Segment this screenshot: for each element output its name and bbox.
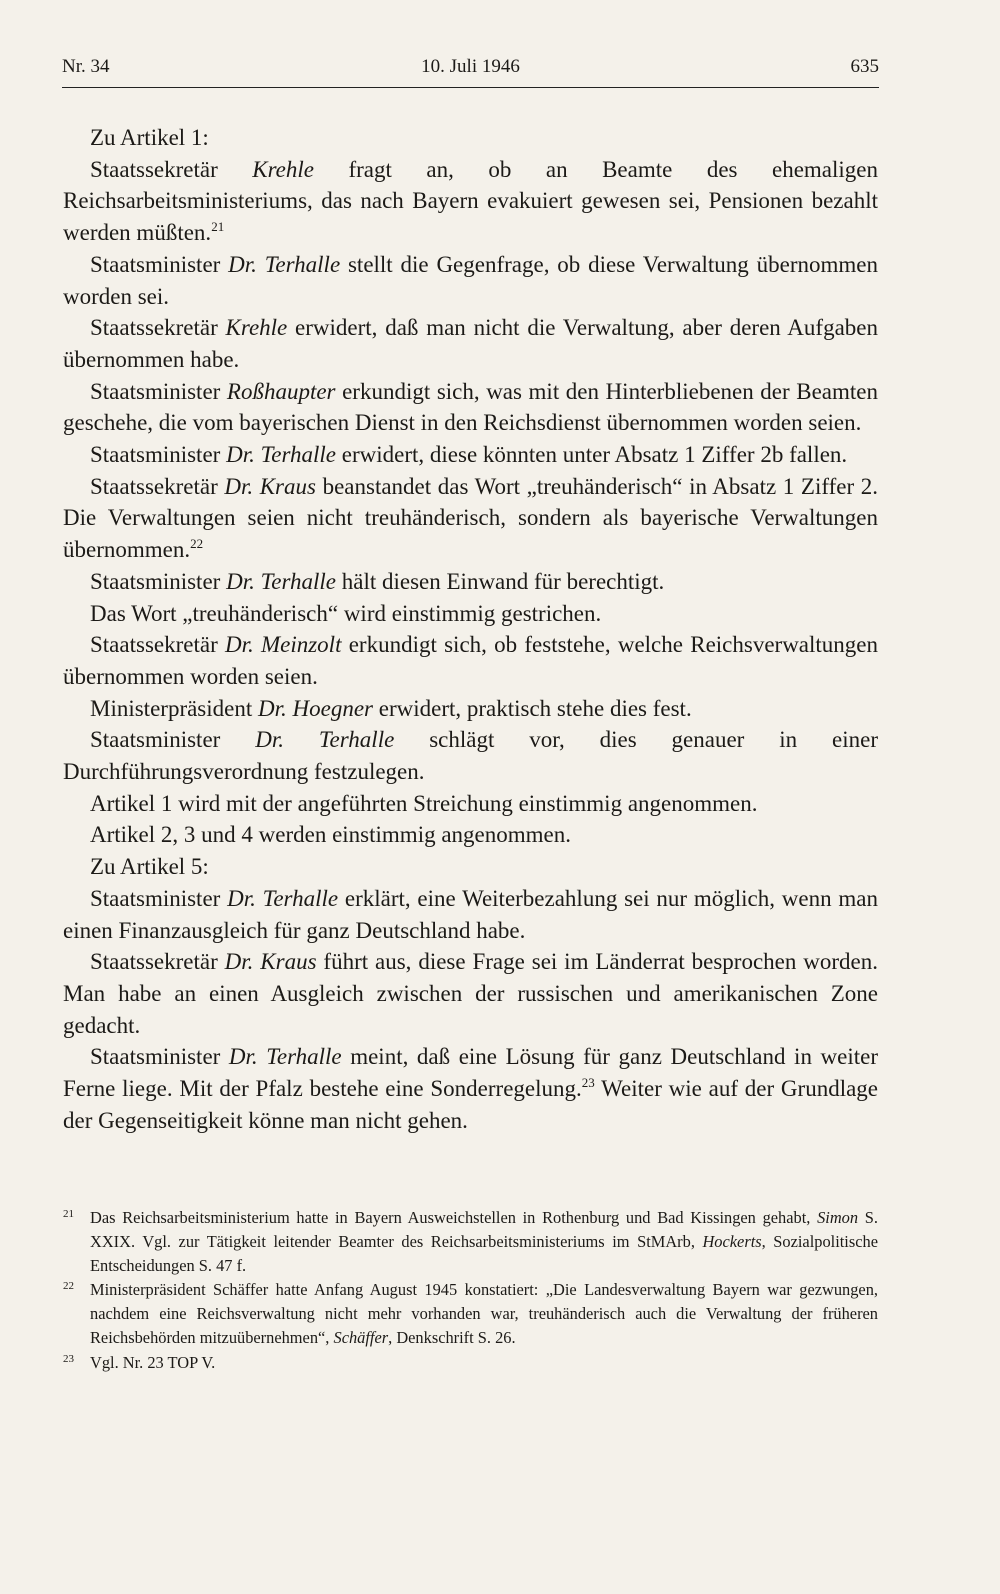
text-run: Vgl. Nr. 23 TOP V. <box>90 1352 216 1372</box>
text-run: hält diesen Einwand für berechtigt. <box>336 568 665 594</box>
speaker-name: Schäffer <box>333 1328 389 1348</box>
paragraph <box>63 376 878 439</box>
speaker-name: Dr. Terhalle <box>226 568 337 594</box>
text-run: , Denkschrift S. 26. <box>388 1328 516 1348</box>
text-run: erkundigt sich, was mit den Hinterbliebenen der Beamten geschehe, die vom bayerischen Dienst in den Reichsdienst übernommen worden seien. <box>63 378 878 436</box>
text-run: führt aus, diese Frage sei im Länderrat besprochen worden. Man habe an einen Ausgleich zwischen der russischen und amerikanischen Zone gedacht. <box>63 949 878 1038</box>
text-run: Staatssekretär <box>90 156 253 182</box>
text-run: Staatsminister <box>90 442 227 468</box>
text-run: Staatsminister <box>90 251 229 277</box>
paragraph <box>63 883 878 946</box>
speaker-name: Dr. Kraus <box>224 473 316 499</box>
speaker-name: Krehle <box>252 156 314 182</box>
text-run: Weiter wie auf der Grundlage der Gegenseitigkeit könne man nicht gehen. <box>63 1076 879 1133</box>
paragraph <box>63 122 878 154</box>
speaker-name: Dr. Kraus <box>224 949 317 975</box>
text-run: Artikel 1 wird mit der angeführten Streichung einstimmig angenommen. <box>90 790 758 816</box>
footnote-ref: 21 <box>211 219 225 235</box>
paragraph <box>63 851 878 883</box>
text-run: meint, daß eine Lösung für ganz Deutschland in weiter Ferne liege. Mit der Pfalz bestehe eine Sonderregelung. <box>63 1044 878 1102</box>
protocol-body <box>63 122 878 1137</box>
text-run: Zu Artikel 5: <box>90 854 209 880</box>
text-run: Staatssekretär <box>90 473 225 499</box>
text-run: Staatsminister <box>90 568 227 594</box>
paragraph <box>63 946 878 1041</box>
speaker-name: Simon <box>817 1208 859 1227</box>
speaker-name: Dr. Meinzolt <box>224 632 342 658</box>
paragraph <box>63 566 878 598</box>
paragraph <box>63 439 878 471</box>
footnote-number: 23 <box>63 1352 74 1365</box>
footnote-number: 21 <box>63 1208 74 1220</box>
text-run: Das Wort „treuhänderisch“ wird einstimmig gestrichen. <box>90 600 602 626</box>
text-run: Ministerpräsident <box>90 695 258 721</box>
text-run: Artikel 2, 3 und 4 werden einstimmig angenommen. <box>90 822 571 848</box>
paragraph <box>63 598 878 630</box>
text-run: schlägt vor, dies genauer in einer Durchführungsverordnung festzulegen. <box>63 727 878 785</box>
paragraph <box>63 312 878 375</box>
footnote-number: 22 <box>63 1280 74 1293</box>
footnote <box>63 1206 878 1278</box>
paragraph <box>63 154 878 249</box>
paragraph <box>63 471 878 566</box>
text-run: fragt an, ob an Beamte des ehemaligen Reichsarbeitsministeriums, das nach Bayern evakuiert gewesen sei, Pensionen bezahlt werden müßten. <box>63 156 878 246</box>
header-rule <box>62 87 879 88</box>
text-run: Staatsminister <box>90 885 228 911</box>
paragraph <box>63 629 878 692</box>
speaker-name: Dr. Terhalle <box>226 442 337 468</box>
paragraph <box>63 693 878 725</box>
text-run: stellt die Gegenfrage, ob diese Verwaltung übernommen worden sei. <box>63 251 878 309</box>
text-run: Staatssekretär <box>90 632 225 658</box>
running-header <box>62 56 879 90</box>
speaker-name: Dr. Terhalle <box>228 1044 342 1070</box>
footnote <box>63 1278 878 1350</box>
speaker-name: Dr. Hoegner <box>258 695 373 721</box>
text-run: Ministerpräsident Schäffer hatte Anfang August 1945 konstatiert: „Die Landesverwaltung Bayern war gezwungen, nachdem eine Reichsverwaltung nicht mehr vorhanden war, treuhänderisch auch die Verwaltung der früheren Reichsbehörden mitzuübernehmen“, <box>90 1280 878 1348</box>
footnote-ref: 23 <box>581 1075 595 1091</box>
text-run: erklärt, eine Weiterbezahlung sei nur möglich, wenn man einen Finanzausgleich für ganz Deutschland habe. <box>63 885 878 943</box>
text-run: Zu Artikel 1: <box>90 125 209 150</box>
paragraph <box>63 1041 878 1136</box>
speaker-name: Krehle <box>225 315 288 341</box>
speaker-name: Roßhaupter <box>226 378 336 404</box>
text-run: erwidert, praktisch stehe dies fest. <box>373 695 692 721</box>
paragraph <box>63 788 878 820</box>
speaker-name: Dr. Terhalle <box>227 885 339 911</box>
footnote <box>63 1351 878 1375</box>
text-run: Staatssekretär <box>90 949 225 975</box>
paragraph <box>63 249 878 312</box>
text-run: erwidert, diese könnten unter Absatz 1 Ziffer 2b fallen. <box>336 442 848 468</box>
text-run: beanstandet das Wort „treuhänderisch“ in Absatz 1 Ziffer 2. Die Verwaltungen seien nicht treuhänderisch, sondern als bayerische Verwaltungen übernommen. <box>63 473 878 563</box>
document-number: Nr. 34 <box>62 56 110 77</box>
text-run: erkundigt sich, ob feststehe, welche Reichsverwaltungen übernommen worden seien. <box>63 632 878 689</box>
footnotes <box>63 1206 878 1375</box>
speaker-name: Dr. Terhalle <box>255 727 395 753</box>
text-run: erwidert, daß man nicht die Verwaltung, aber deren Aufgaben übernommen habe. <box>63 315 878 372</box>
text-run: Staatsminister <box>90 378 227 404</box>
text-run: Staatsminister <box>90 727 256 753</box>
footnote-ref: 22 <box>190 536 204 552</box>
text-run: Staatsminister <box>90 1044 229 1070</box>
text-run: Das Reichsarbeitsministerium hatte in Bayern Ausweichstellen in Rothenburg und Bad Kissingen gehabt, <box>90 1208 818 1227</box>
speaker-name: Dr. Terhalle <box>228 251 341 277</box>
text-run: S. XXIX. Vgl. zur Tätigkeit leitender Beamter des Reichsarbeitsministeriums im StMArb, <box>90 1208 878 1252</box>
text-run: Staatssekretär <box>90 315 226 341</box>
page-number: 635 <box>850 56 879 77</box>
paragraph <box>63 819 878 851</box>
paragraph <box>63 724 878 787</box>
text-run: , Sozialpolitische Entscheidungen S. 47 f. <box>90 1232 878 1276</box>
speaker-name: Hockerts <box>702 1232 762 1252</box>
header-date: 10. Juli 1946 <box>421 56 520 77</box>
